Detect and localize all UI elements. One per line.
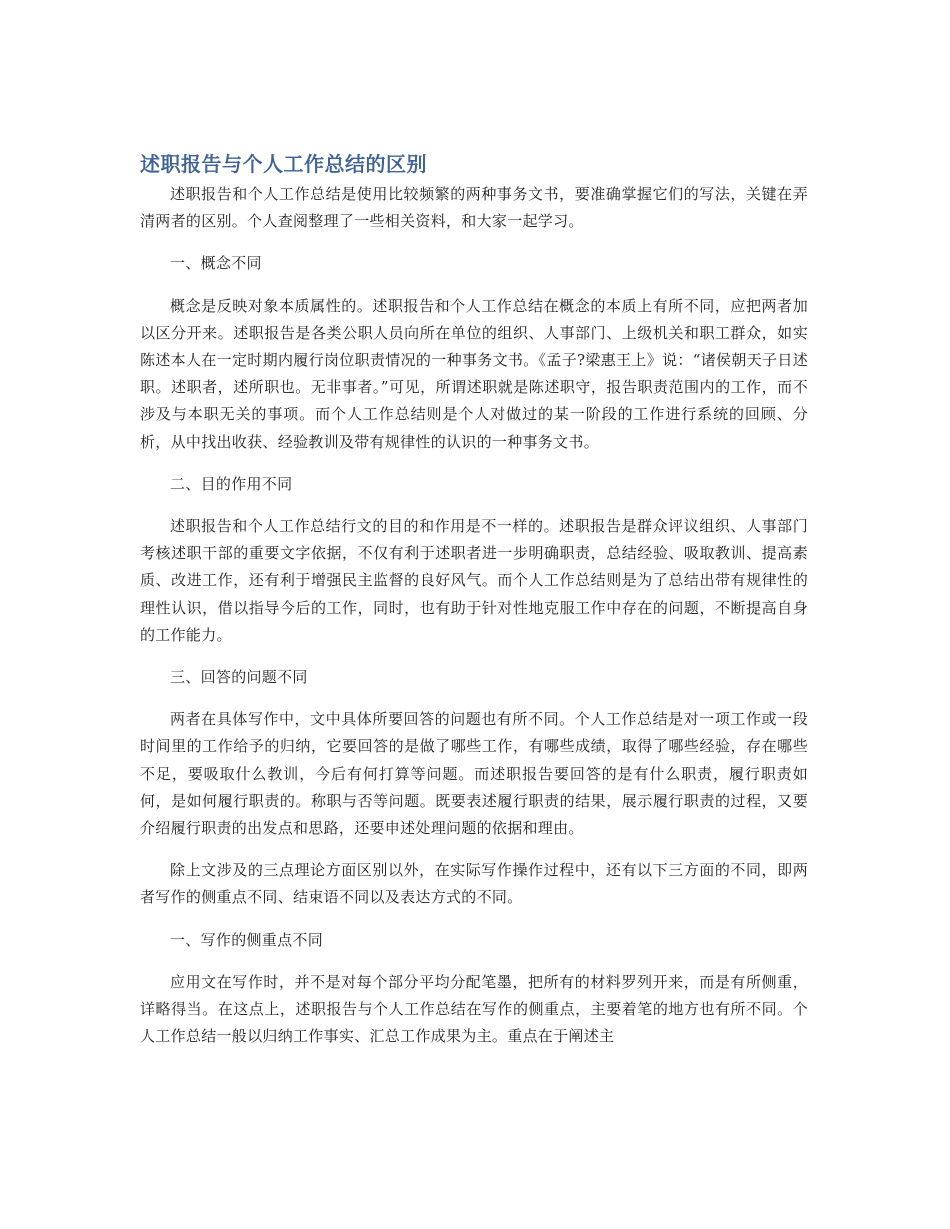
intro-paragraph: 述职报告和个人工作总结是使用比较频繁的两种事务文书，要准确掌握它们的写法，关键在弄清两者的区别。个人查阅整理了一些相关资料，和大家一起学习。: [140, 185, 808, 231]
questions-paragraph: 两者在具体写作中，文中具体所要回答的问题也有所不同。个人工作总结是对一项工作或一段时间里的工作给予的归纳，它要回答的是做了哪些工作，有哪些成绩，取得了哪些经验，存在哪些不足，要吸取什么教训，今后有何打算等问题。而述职报告要回答的是有什么职责，履行职责如何，是如何履行职责的。称职与否等问题。既要表述履行职责的结果，展示履行职责的过程，又要介绍履行职责的出发点和思路，还要申述处理问题的依据和理由。: [140, 710, 808, 838]
section-heading-questions: 三、回答的问题不同: [170, 668, 308, 687]
section-heading-purpose: 二、目的作用不同: [170, 474, 293, 493]
transition-paragraph: 除上文涉及的三点理论方面区别以外，在实际写作操作过程中，还有以下三方面的不同，即两者写作的侧重点不同、结束语不同以及表达方式的不同。: [140, 861, 808, 907]
section-heading-focus: 一、写作的侧重点不同: [170, 930, 324, 949]
concept-paragraph: 概念是反映对象本质属性的。述职报告和个人工作总结在概念的本质上有所不同，应把两者加以区分开来。述职报告是各类公职人员向所在单位的组织、人事部门、上级机关和职工群众，如实陈述本人在一定时期内履行岗位职责情况的一种事务文书。《孟子?梁惠王上》说：“诸侯朝天子日述职。述职者，述所职也。无非事者。”可见，所谓述职就是陈述职守，报告职责范围内的工作，而不涉及与本职无关的事项。而个人工作总结则是个人对做过的某一阶段的工作进行系统的回顾、分析，从中找出收获、经验教训及带有规律性的认识的一种事务文书。: [140, 296, 808, 451]
focus-paragraph: 应用文在写作时，并不是对每个部分平均分配笔墨，把所有的材料罗列开来，而是有所侧重，详略得当。在这点上，述职报告与个人工作总结在写作的侧重点，主要着笔的地方也有所不同。个人工作总结一般以归纳工作事实、汇总工作成果为主。重点在于阐述主: [140, 972, 808, 1046]
page-title: 述职报告与个人工作总结的区别: [140, 152, 427, 176]
purpose-paragraph: 述职报告和个人工作总结行文的目的和作用是不一样的。述职报告是群众评议组织、人事部门考核述职干部的重要文字依据，不仅有利于述职者进一步明确职责，总结经验、吸取教训、提高素质、改进工作，还有利于增强民主监督的良好风气。而个人工作总结则是为了总结出带有规律性的理性认识，借以指导今后的工作，同时，也有助于针对性地克服工作中存在的问题，不断提高自身的工作能力。: [140, 517, 808, 644]
document-body: [140, 181, 808, 1050]
section-heading-concept: 一、概念不同: [170, 254, 262, 273]
